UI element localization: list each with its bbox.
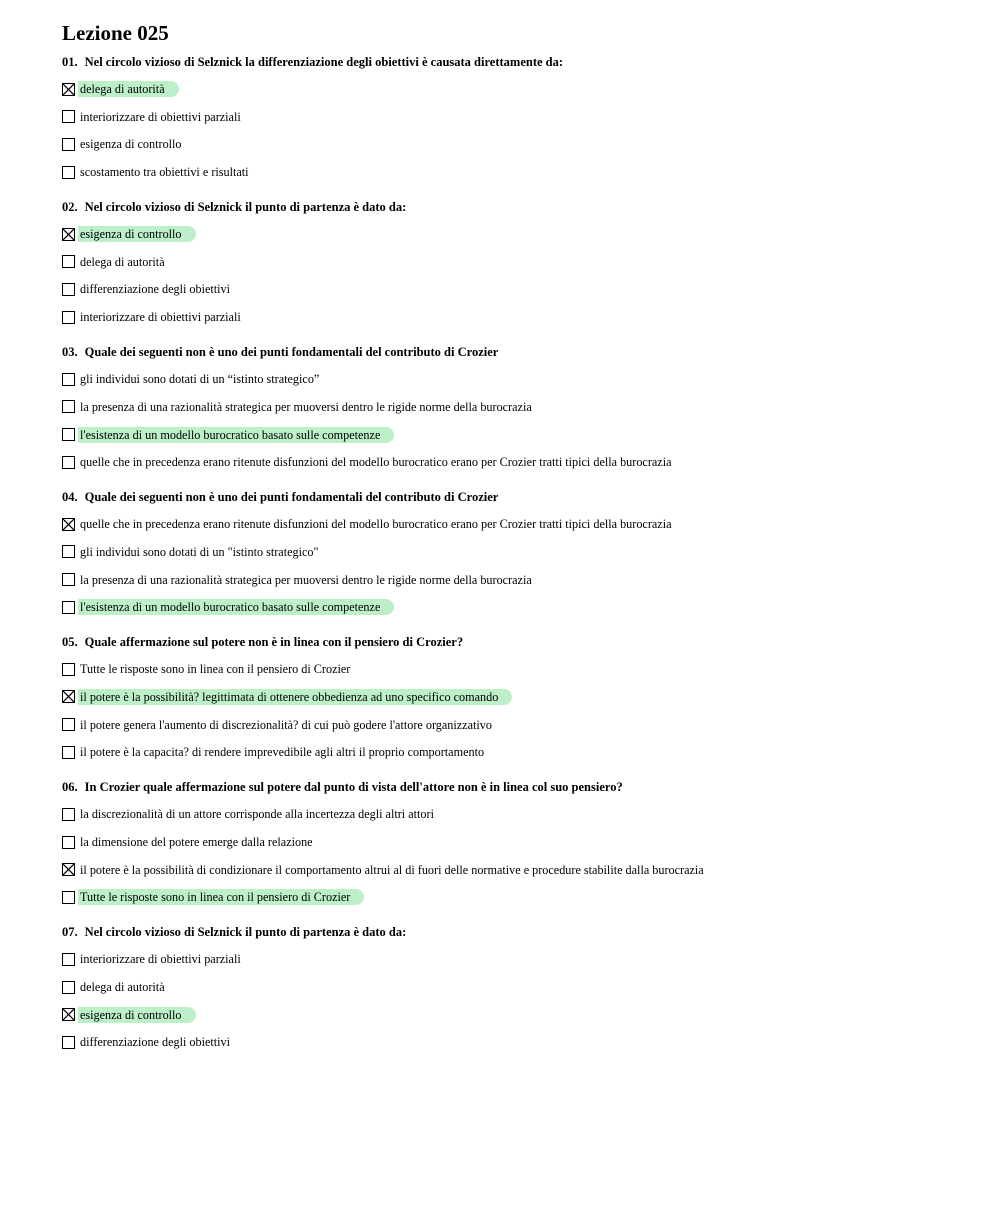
- question-block: [62, 633, 982, 762]
- page-title: Lezione 025: [62, 21, 169, 45]
- checkbox-empty-icon[interactable]: [62, 138, 75, 151]
- answer-label: la dimensione del potere emerge dalla relazione: [80, 835, 313, 849]
- answer-option[interactable]: [62, 977, 982, 997]
- question-prompt: Quale affermazione sul potere non è in linea con il pensiero di Crozier?: [84, 635, 464, 650]
- question-number: 04.: [62, 490, 78, 505]
- checkbox-empty-icon[interactable]: [62, 373, 75, 386]
- question-prompt: Nel circolo vizioso di Selznick la differenziazione degli obiettivi è causata direttamente da:: [84, 55, 564, 69]
- answer-option[interactable]: [62, 542, 982, 562]
- checkbox-empty-icon[interactable]: [62, 891, 75, 904]
- correct-answer-label: delega di autorità: [78, 81, 179, 97]
- checkbox-empty-icon[interactable]: [62, 255, 75, 268]
- correct-answer-label: il potere è la possibilità? legittimata di ottenere obbedienza ad uno specifico comando: [78, 689, 512, 705]
- question-text: [62, 778, 982, 796]
- correct-answer-label: l'esistenza di un modello burocratico basato sulle competenze: [78, 599, 394, 615]
- question-list: [62, 53, 982, 1052]
- answer-option[interactable]: [62, 832, 982, 852]
- answer-label: interiorizzare di obiettivi parziali: [80, 109, 241, 124]
- question-prompt: Nel circolo vizioso di Selznick il punto di partenza è dato da:: [84, 925, 407, 940]
- checkbox-empty-icon[interactable]: [62, 601, 75, 614]
- answer-label: esigenza di controllo: [80, 137, 182, 152]
- answer-option[interactable]: [62, 369, 982, 389]
- answer-option[interactable]: [62, 134, 982, 154]
- correct-answer-label: esigenza di controllo: [78, 226, 196, 242]
- answer-label: la presenza di una razionalità strategica per muoversi dentro le rigide norme della burocrazia: [80, 399, 532, 414]
- answer-option[interactable]: [62, 514, 982, 534]
- question-block: [62, 53, 982, 182]
- question-number: 02.: [62, 200, 78, 215]
- correct-answer-label: Tutte le risposte sono in linea con il pensiero di Crozier: [78, 889, 364, 905]
- answer-option[interactable]: [62, 687, 982, 707]
- question-number: 06.: [62, 780, 78, 795]
- question-number: 01.: [62, 55, 78, 69]
- answer-label: interiorizzare di obiettivi parziali: [80, 310, 241, 325]
- checkbox-empty-icon[interactable]: [62, 456, 75, 469]
- checkbox-empty-icon[interactable]: [62, 718, 75, 731]
- checkbox-empty-icon[interactable]: [62, 110, 75, 123]
- question-number: 05.: [62, 635, 78, 650]
- checkbox-empty-icon[interactable]: [62, 663, 75, 676]
- answer-option[interactable]: [62, 715, 982, 735]
- answer-label: interiorizzare di obiettivi parziali: [80, 952, 241, 967]
- answer-option[interactable]: [62, 425, 982, 445]
- answer-option[interactable]: [62, 79, 982, 99]
- answer-label: delega di autorità: [80, 980, 165, 995]
- checkbox-empty-icon[interactable]: [62, 283, 75, 296]
- answer-label: gli individui sono dotati di un "istinto strategico": [80, 544, 319, 559]
- checkbox-checked-icon[interactable]: [62, 228, 75, 241]
- question-block: [62, 343, 982, 472]
- answer-label: scostamento tra obiettivi e risultati: [80, 165, 249, 180]
- question-prompt: Nel circolo vizioso di Selznick il punto di partenza è dato da:: [84, 200, 407, 215]
- checkbox-empty-icon[interactable]: [62, 166, 75, 179]
- answer-option[interactable]: [62, 1032, 982, 1052]
- answer-label: il potere genera l'aumento di discrezionalità? di cui può godere l'attore organizzativo: [80, 717, 492, 732]
- answer-option[interactable]: [62, 597, 982, 617]
- correct-answer-label: esigenza di controllo: [78, 1007, 196, 1023]
- answer-label: gli individui sono dotati di un “istinto strategico”: [80, 372, 320, 387]
- question-number: 03.: [62, 345, 78, 360]
- checkbox-checked-icon[interactable]: [62, 863, 75, 876]
- checkbox-checked-icon[interactable]: [62, 690, 75, 703]
- answer-option[interactable]: [62, 279, 982, 299]
- answer-option[interactable]: [62, 742, 982, 762]
- question-block: [62, 488, 982, 617]
- answer-label: il potere è la possibilità di condizionare il comportamento altrui al di fuori delle normative e procedure stabilite dalla burocrazia: [80, 862, 704, 877]
- answer-option[interactable]: [62, 307, 982, 327]
- checkbox-checked-icon[interactable]: [62, 83, 75, 96]
- answer-option[interactable]: [62, 570, 982, 590]
- answer-label: quelle che in precedenza erano ritenute disfunzioni del modello burocratico erano per Crozier tratti tipici della burocrazia: [80, 517, 672, 532]
- answer-label: la discrezionalità di un attore corrisponde alla incertezza degli altri attori: [80, 807, 434, 822]
- checkbox-empty-icon[interactable]: [62, 981, 75, 994]
- question-text: [62, 343, 982, 361]
- quiz-page: [62, 21, 982, 1068]
- answer-option[interactable]: [62, 860, 982, 880]
- answer-label: quelle che in precedenza erano ritenute disfunzioni del modello burocratico erano per Crozier tratti tipici della burocrazia: [80, 455, 672, 470]
- answer-option[interactable]: [62, 452, 982, 472]
- answer-option[interactable]: [62, 659, 982, 679]
- question-block: [62, 778, 982, 907]
- question-text: [62, 53, 982, 71]
- question-text: [62, 488, 982, 506]
- question-prompt: In Crozier quale affermazione sul potere dal punto di vista dell'attore non è in linea col suo pensiero?: [84, 780, 623, 795]
- question-block: [62, 923, 982, 1052]
- question-number: 07.: [62, 925, 78, 940]
- checkbox-empty-icon[interactable]: [62, 746, 75, 759]
- answer-option[interactable]: [62, 107, 982, 127]
- answer-option[interactable]: [62, 887, 982, 907]
- checkbox-empty-icon[interactable]: [62, 953, 75, 966]
- answer-option[interactable]: [62, 397, 982, 417]
- answer-label: delega di autorità: [80, 254, 165, 269]
- checkbox-checked-icon[interactable]: [62, 1008, 75, 1021]
- checkbox-empty-icon[interactable]: [62, 545, 75, 558]
- answer-label: differenziazione degli obiettivi: [80, 1035, 231, 1050]
- checkbox-empty-icon[interactable]: [62, 1036, 75, 1049]
- answer-label: differenziazione degli obiettivi: [80, 282, 231, 297]
- checkbox-empty-icon[interactable]: [62, 836, 75, 849]
- checkbox-empty-icon[interactable]: [62, 311, 75, 324]
- answer-option[interactable]: [62, 804, 982, 824]
- answer-option[interactable]: [62, 949, 982, 969]
- answer-option[interactable]: [62, 1005, 982, 1025]
- question-text: [62, 198, 982, 216]
- answer-option[interactable]: [62, 162, 982, 182]
- question-text: [62, 923, 982, 941]
- checkbox-empty-icon[interactable]: [62, 428, 75, 441]
- answer-label: Tutte le risposte sono in linea con il pensiero di Crozier: [80, 662, 351, 677]
- checkbox-empty-icon[interactable]: [62, 573, 75, 586]
- correct-answer-label: l'esistenza di un modello burocratico basato sulle competenze: [78, 427, 394, 443]
- question-prompt: Quale dei seguenti non è uno dei punti fondamentali del contributo di Crozier: [84, 345, 499, 360]
- answer-label: il potere è la capacita? di rendere imprevedibile agli altri il proprio comportamento: [80, 745, 485, 760]
- question-text: [62, 633, 982, 651]
- answer-option[interactable]: [62, 252, 982, 272]
- checkbox-checked-icon[interactable]: [62, 518, 75, 531]
- checkbox-empty-icon[interactable]: [62, 808, 75, 821]
- question-prompt: Quale dei seguenti non è uno dei punti fondamentali del contributo di Crozier: [84, 490, 499, 505]
- answer-option[interactable]: [62, 224, 982, 244]
- checkbox-empty-icon[interactable]: [62, 400, 75, 413]
- question-block: [62, 198, 982, 327]
- answer-label: la presenza di una razionalità strategica per muoversi dentro le rigide norme della burocrazia: [80, 572, 532, 587]
